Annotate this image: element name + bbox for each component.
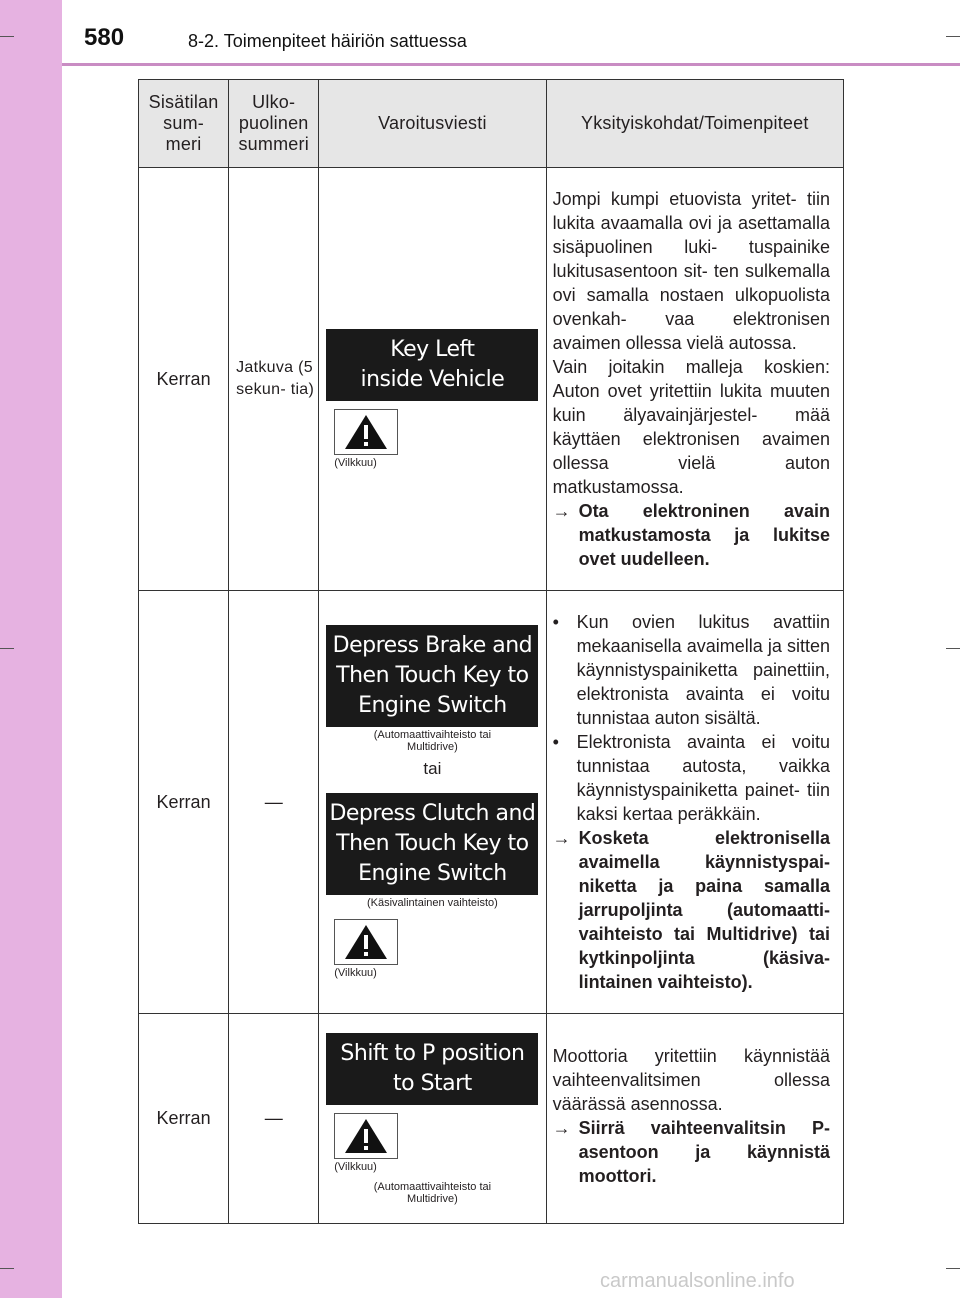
details-text: Moottoria yritettiin käynnistää vaihteenvalitsimen ollessa väärässä asennossa. bbox=[552, 1046, 830, 1114]
footnote: (Automaattivaihteisto tai Multidrive) bbox=[373, 1180, 492, 1205]
list-item bbox=[553, 610, 830, 730]
side-tab bbox=[0, 0, 62, 1298]
details-text: Jompi kumpi etuovista yritet- tiin lukita avaamalla ovi ja asettamalla sisäpuolinen luki- tuspainike lukitusasentoon sit- ten sulkemalla ovi samalla nostaen ulkopuolista ovenkah- vaa elektronisen avaimen ollessa vielä autossa. bbox=[552, 189, 830, 353]
header-interior-buzzer: Sisätilan sum- meri bbox=[139, 80, 229, 168]
exterior-buzzer-cell: — bbox=[229, 591, 319, 1014]
details-text-2: Vain joitakin malleja koskien: Auton ovet yritettiin lukita muuten kuin älyavainjärjestel- mää käyttäen elektronisen avaimen ollessa vielä auton matkustamossa. bbox=[552, 357, 830, 497]
header-details: Yksityiskohdat/Toimenpiteet bbox=[546, 80, 843, 168]
crop-mark bbox=[946, 1268, 960, 1269]
interior-buzzer-cell: Kerran bbox=[139, 168, 229, 591]
exterior-buzzer-text: Jatkuva (5 sekun- tia) bbox=[236, 359, 315, 398]
caption-manual: (Käsivalintainen vaihteisto) bbox=[366, 897, 498, 909]
warning-message-cell bbox=[319, 591, 546, 1014]
details-cell bbox=[546, 591, 843, 1014]
table-row bbox=[139, 591, 844, 1014]
list-item bbox=[553, 730, 830, 826]
details-cell bbox=[546, 168, 843, 591]
interior-buzzer-cell: Kerran bbox=[139, 591, 229, 1014]
message-display: Key Left inside Vehicle bbox=[326, 329, 538, 401]
message-display-manual: Depress Clutch and Then Touch Key to Engine Switch bbox=[326, 793, 538, 895]
crop-mark bbox=[0, 648, 14, 649]
exterior-buzzer-cell bbox=[229, 168, 319, 591]
icon-caption: (Vilkkuu) bbox=[334, 457, 377, 469]
bullet-icon: • bbox=[552, 732, 559, 752]
message-display: Shift to P position to Start bbox=[326, 1033, 538, 1105]
warning-indicator bbox=[334, 919, 544, 979]
section-title: 8-2. Toimenpiteet häiriön sattuessa bbox=[188, 31, 467, 51]
warning-indicator bbox=[334, 409, 544, 469]
header-exterior-buzzer: Ulko- puolinen summeri bbox=[229, 80, 319, 168]
arrow-icon: → bbox=[552, 501, 571, 521]
bullet-text: Kun ovien lukitus avattiin mekaanisella avaimella ja sitten käynnistyspainiketta painettiin, elektronista avainta ei voitu tunnistaa auton sisältä. bbox=[576, 612, 830, 728]
header-warning-message: Varoitusviesti bbox=[319, 80, 546, 168]
warning-message-cell bbox=[319, 1014, 546, 1224]
message-display-auto: Depress Brake and Then Touch Key to Engine Switch bbox=[326, 625, 538, 727]
bullet-icon: • bbox=[552, 612, 559, 632]
warning-triangle-icon bbox=[334, 919, 398, 965]
crop-mark bbox=[946, 648, 960, 649]
header-rule bbox=[62, 63, 960, 66]
details-cell bbox=[546, 1014, 843, 1224]
warning-triangle-icon bbox=[334, 1113, 398, 1159]
or-text: tai bbox=[423, 759, 442, 778]
action-text: Kosketa elektronisella avaimella käynnistyspai- niketta ja paina samalla jarrupoljinta (automaatti- vaihteisto tai Multidrive) tai kytkinpoljinta (käsiva- lintainen vaihteisto). bbox=[578, 828, 830, 992]
table-row bbox=[139, 168, 844, 591]
table-row bbox=[139, 1014, 844, 1224]
warning-table bbox=[138, 79, 844, 1224]
action-line bbox=[553, 499, 830, 571]
page-number: 580 bbox=[84, 24, 125, 51]
crop-mark bbox=[0, 36, 14, 37]
bullet-text: Elektronista avainta ei voitu tunnistaa autosta, vaikka käynnistyspainiketta painet- tiin kaksi kertaa peräkkäin. bbox=[576, 732, 830, 824]
warning-indicator bbox=[334, 1113, 544, 1173]
action-text: Ota elektroninen avain matkustamosta ja lukitse ovet uudelleen. bbox=[578, 501, 830, 569]
arrow-icon: → bbox=[552, 1118, 571, 1138]
action-line bbox=[553, 826, 830, 994]
icon-caption: (Vilkkuu) bbox=[334, 1160, 377, 1173]
table-header-row bbox=[139, 80, 844, 168]
watermark: carmanualsonline.info bbox=[600, 1270, 795, 1292]
icon-caption: (Vilkkuu) bbox=[334, 967, 377, 979]
arrow-icon: → bbox=[552, 828, 571, 848]
action-line bbox=[553, 1116, 830, 1188]
interior-buzzer-cell: Kerran bbox=[139, 1014, 229, 1224]
crop-mark bbox=[946, 36, 960, 37]
caption-auto: (Automaattivaihteisto tai Multidrive) bbox=[373, 729, 492, 753]
crop-mark bbox=[0, 1268, 14, 1269]
action-text: Siirrä vaihteenvalitsin P- asentoon ja käynnistä moottori. bbox=[578, 1118, 830, 1186]
warning-message-cell bbox=[319, 168, 546, 591]
exterior-buzzer-cell: — bbox=[229, 1014, 319, 1224]
warning-triangle-icon bbox=[334, 409, 398, 455]
